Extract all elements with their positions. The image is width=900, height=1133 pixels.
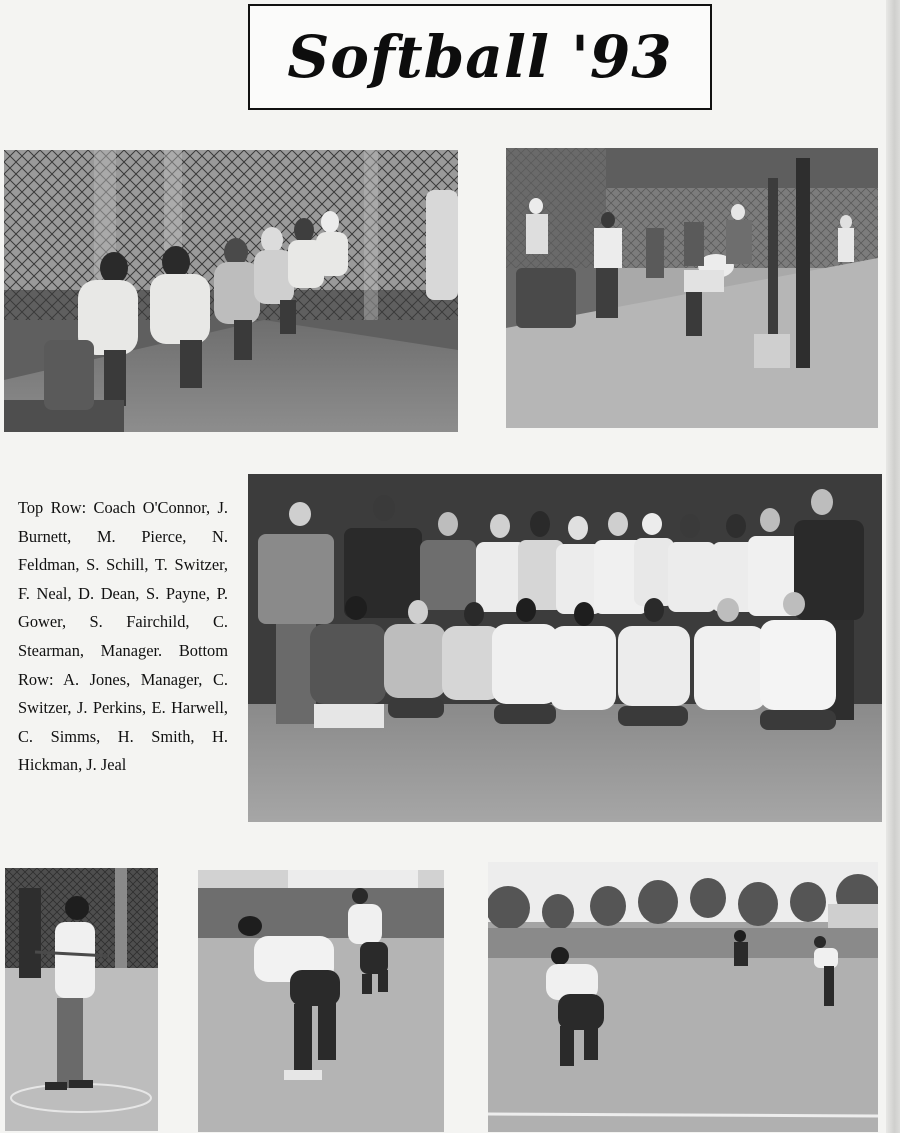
- title-box: [248, 4, 712, 110]
- photo-dugout-bench-image: [4, 150, 458, 432]
- photo-batter: [5, 868, 158, 1131]
- photo-dugout-bench: [4, 150, 458, 432]
- photo-team: [248, 474, 882, 822]
- photo-team-image: [248, 474, 882, 822]
- photo-infield-ready-image: [198, 870, 444, 1132]
- page-edge: [886, 0, 900, 1133]
- photo-warmup-fence-image: [506, 148, 878, 428]
- photo-field-play: [488, 862, 878, 1132]
- photo-warmup-fence: [506, 148, 878, 428]
- photo-infield-ready: [198, 870, 444, 1132]
- team-roster-caption: Top Row: Coach O'Connor, J. Burnett, M. Pierce, N. Feldman, S. Schill, T. Switzer, F. Neal, D. Dean, S. Payne, P. Gower, S. Fairchild, C. Stearman, Manager. Bottom Row: A. Jones, Manager, C. Switzer, J. Perkins, E. Harwell, C. Simms, H. Smith, H. Hickman, J. Jeal: [18, 498, 228, 775]
- page-title: Softball '93: [287, 23, 673, 91]
- photo-field-play-image: [488, 862, 878, 1132]
- photo-batter-image: [5, 868, 158, 1131]
